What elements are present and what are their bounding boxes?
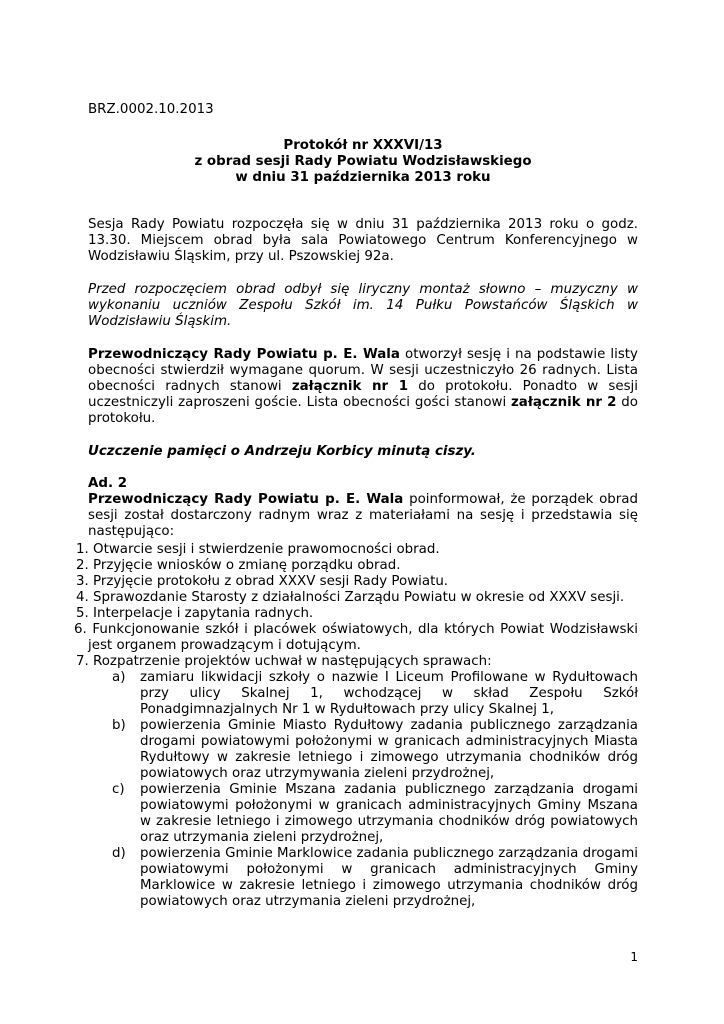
agenda-intro [88,492,638,540]
item-letter: d) [112,846,126,861]
quorum-text-1: otworzył sesję i na podstawie listy obecności stwierdził wymagane quorum. W sesji uczestniczyło 26 radnych. Lista obecności radnych stanowi [88,347,638,394]
item-letter: c) [112,782,125,797]
memorial-line: Uczczenie pamięci o Andrzeju Korbicy minutą ciszy. [88,444,476,459]
agenda-list [74,542,638,910]
quorum-text-3: do protokołu. [88,395,639,426]
attachment-1: załącznik nr 1 [291,379,409,394]
agenda-item: 2. Przyjęcie wniosków o zmianę porządku obrad. [76,558,401,573]
opening-paragraph: Sesja Rady Powiatu rozpoczęła się w dniu 31 października 2013 roku o godz. 13.30. Miejscem obrad była sala Powiatowego Centrum Konferencyjnego w Wodzisławiu Śląskim, przy ul. Pszowskiej 92a. [88,217,638,264]
item-text: powierzenia Gminie Mszana zadania publicznego zarządzania drogami powiatowymi położonymi w granicach administracyjnych Gminy Mszana w zakresie letniego i zimowego utrzymania chodników dróg powiatowych oraz utrzymania zieleni przydrożnej, [140,782,638,845]
quorum-paragraph [88,347,638,427]
agenda-item: 6. Funkcjonowanie szkół i placówek oświatowych, dla których Powiat Wodzisławski jest organem prowadzącym i dotującym. [74,622,638,653]
item-text: powierzenia Gminie Marklowice zadania publicznego zarządzania drogami powiatowymi położonymi w granicach administracyjnych Gminy Marklowice w zakresie letniego i zimowego utrzymania chodników dróg powiatowych oraz utrzymania zieleni przydrożnej, [140,846,638,909]
title-line-1: Protokół nr XXXVI/13 [283,138,443,153]
ad2-heading: Ad. 2 [88,476,128,491]
list-item [88,670,638,718]
title-line-2: z obrad sesji Rady Powiatu Wodzisławskiego [194,154,532,169]
item-text: powierzenia Gminie Miasto Rydułtowy zadania publicznego zarządzania drogami powiatowymi położonymi w granicach administracyjnych Miasta Rydułtowy w zakresie letniego i zimowego utrzymania chodników dróg powiatowych oraz utrzymywania zieleni przydrożnej, [140,718,638,781]
agenda-intro-text: poinformował, że porządek obrad sesji został dostarczony radnym wraz z materiałami na sesję i przedstawia się następująco: [88,492,638,539]
list-item [88,718,638,782]
montage-paragraph: Przed rozpoczęciem obrad odbył się liryczny montaż słowno – muzyczny w wykonaniu uczniów Zespołu Szkół im. 14 Pułku Powstańców Śląskich w Wodzisławiu Śląskim. [88,282,638,329]
agenda-item: 4. Sprawozdanie Starosty z działalności Zarządu Powiatu w okresie od XXXV sesji. [76,590,625,605]
resolution-sublist [88,670,638,910]
agenda-subitems [88,670,638,910]
title-line-3: w dniu 31 października 2013 roku [235,170,491,185]
document-title [88,138,638,186]
document-reference: BRZ.0002.10.2013 [88,102,214,117]
list-item [88,846,638,910]
agenda-item: 5. Interpelacje i zapytania radnych. [76,606,314,621]
page-number: 1 [630,950,638,964]
chairman-name: Przewodniczący Rady Powiatu p. E. Wala [88,347,400,362]
agenda-item: 3. Przyjęcie protokołu z obrad XXXV sesji Rady Powiatu. [76,574,449,589]
chairman-name: Przewodniczący Rady Powiatu p. E. Wala [88,492,404,507]
item-letter: b) [112,718,126,733]
agenda-item: 1. Otwarcie sesji i stwierdzenie prawomocności obrad. [76,542,440,557]
attachment-2: załącznik nr 2 [511,395,617,410]
list-item [88,782,638,846]
quorum-text-2: do protokołu. Ponadto w sesji uczestniczyli zaproszeni goście. Lista obecności gości stanowi [88,379,638,410]
item-letter: a) [112,670,126,685]
item-text: zamiaru likwidacji szkoły o nazwie I Liceum Profilowane w Rydułtowach przy ulicy Skalnej 1, wchodzącej w skład Zespołu Szkół Ponadgimnazjalnych Nr 1 w Rydułtowach przy ulicy Skalnej 1, [140,670,638,717]
agenda-item: 7. Rozpatrzenie projektów uchwał w następujących sprawach: [76,654,492,669]
